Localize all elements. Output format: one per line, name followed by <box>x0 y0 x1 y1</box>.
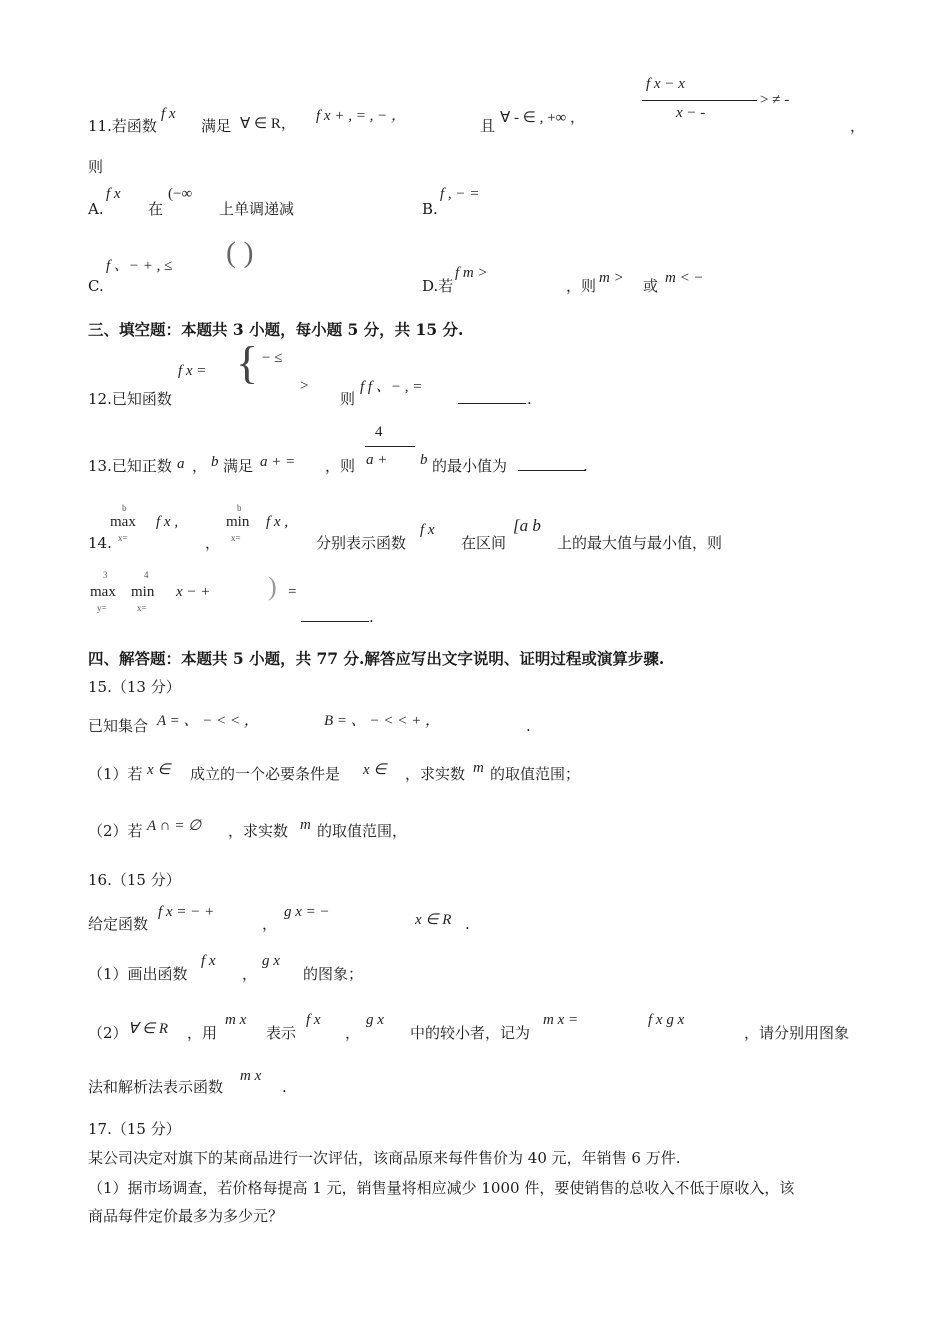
q16-p1-comma: ， <box>242 965 258 983</box>
q13-suffix: . <box>583 457 588 475</box>
q15-p2-m1: A ∩ = ∅ <box>147 818 202 834</box>
q17-line2: （1）据市场调查，若价格每提高 1 元，销售量将相应减少 1000 件，要使销售的总收入不低于原收入，该 <box>88 1179 795 1197</box>
q14-max-upper-3: 3 <box>103 570 108 580</box>
q11-comma: ， <box>850 117 866 135</box>
q13-math-eq: a + = <box>260 454 296 470</box>
q14-min-word: min <box>226 514 250 530</box>
q16-p2-line2: 法和解析法表示函数 <box>88 1078 224 1096</box>
q13-prefix: 13.已知正数 <box>88 457 172 475</box>
q11-option-d-math2: m > <box>599 270 624 286</box>
q14-max-fx: f x , <box>156 514 179 530</box>
q16-math-f: f x = − + <box>158 904 215 920</box>
q11-prefix: 11.若函数 <box>88 117 157 135</box>
q16-head: 16.（15 分） <box>88 871 181 889</box>
q13-fraction-bar <box>365 446 415 447</box>
q12-prefix: 12.已知函数 <box>88 390 172 408</box>
q11-option-c-math: f 、− + , ≤ <box>106 258 173 274</box>
q14-interval: [a b <box>513 516 541 535</box>
q11-math-eq: f x + , = , − ， <box>316 108 406 124</box>
q14-text3: 上的最大值与最小值，则 <box>557 534 723 552</box>
q16-p2-m5: f x g x <box>648 1012 685 1028</box>
q15-math-a: A = 、 − < < ， <box>157 713 259 729</box>
q11-option-c-paren: ( ) <box>226 236 254 269</box>
q12-case2: > <box>300 378 309 394</box>
q14-line2-paren: ) <box>268 572 277 601</box>
q15-math-b: B = 、 − < < + ， <box>324 713 441 729</box>
q16-p1-m2: g x <box>262 953 280 969</box>
q13-frac-den: a + <box>366 452 388 468</box>
q16-p2-comma: ， <box>345 1024 361 1042</box>
q15-p1-t3: 的取值范围； <box>490 765 581 783</box>
section-3-title: 三、填空题：本题共 3 小题，每小题 5 分，共 15 分. <box>88 320 464 339</box>
q11-frac-rest: > ≠ - <box>760 92 790 108</box>
q16-p2-t3: ，请分别用图象 <box>744 1024 850 1042</box>
q16-p2-m6: m x <box>240 1068 262 1084</box>
q14-min-lower-x: x= <box>137 603 147 613</box>
q14-min-upper-4: 4 <box>144 570 149 580</box>
q16-p2-m1: m x <box>225 1012 247 1028</box>
q16-p1-m1: f x <box>201 953 216 969</box>
q14-max-upper: b <box>122 503 127 513</box>
q12-math-ff: f f 、− , = <box>360 379 423 395</box>
q14-comma: ， <box>205 534 221 552</box>
q15-p1-t2: ，求实数 <box>405 765 466 783</box>
q16-p2-prefix: （2） <box>88 1024 128 1042</box>
q16-comma: ， <box>262 915 278 933</box>
q15-suffix: . <box>526 717 531 735</box>
q11-option-c-label: C. <box>88 277 104 295</box>
q16-p2-m2: f x <box>306 1012 321 1028</box>
q16-math-r: x ∈ R <box>415 912 452 928</box>
q11-math-forall: ∀ ∈ R， <box>240 116 296 132</box>
q12-answer-blank <box>458 389 526 409</box>
q14-fx2: f x <box>420 522 435 538</box>
q13-a: a <box>177 456 185 472</box>
q11-fraction-bar <box>642 100 757 101</box>
q13-b: b <box>211 454 219 470</box>
q17-line3: 商品每件定价最多为多少元？ <box>88 1207 284 1225</box>
q15-head: 15.（13 分） <box>88 678 181 696</box>
q11-option-a-in: 在 <box>148 200 164 218</box>
q13-frac-num: 4 <box>375 424 383 440</box>
q16-suffix: . <box>465 915 470 933</box>
q13-answer-blank <box>518 456 586 476</box>
q11-option-d-or: 或 <box>643 277 659 295</box>
q15-p2-t2: 的取值范围， <box>317 822 408 840</box>
q16-math-g: g x = − <box>284 904 330 920</box>
q11-option-b-label: B. <box>422 200 438 218</box>
q16-stem: 给定函数 <box>88 915 149 933</box>
q17-head: 17.（15 分） <box>88 1120 181 1138</box>
q15-stem: 已知集合 <box>88 717 149 735</box>
q13-text: 的最小值为 <box>432 457 508 475</box>
q16-p2-t2: 中的较小者，记为 <box>410 1024 531 1042</box>
q16-p2-t0: ，用 <box>187 1024 218 1042</box>
q14-min-upper: b <box>237 503 242 513</box>
q11-option-b-math: f , − = <box>440 186 480 202</box>
q14-max-lower: x= <box>118 533 128 543</box>
q15-p2-t1: ，求实数 <box>228 822 289 840</box>
q15-p2-prefix: （2）若 <box>88 822 143 840</box>
q14-line2-expr: x − + <box>176 584 211 600</box>
q16-p2-m3: g x <box>366 1012 384 1028</box>
q11-option-a-math1: f x <box>106 186 121 202</box>
q11-option-a-text: 上单调递减 <box>219 200 295 218</box>
q11-math-fx: f x <box>161 106 176 122</box>
q14-label: 14. <box>88 534 112 552</box>
q11-option-d-label: D.若 <box>422 277 454 295</box>
q14-min-fx: f x , <box>266 514 289 530</box>
q11-option-d-then: ，则 <box>566 277 597 295</box>
q11-option-a-label: A. <box>88 200 104 218</box>
q11-option-d-math3: m < − <box>665 270 704 286</box>
section-4-title: 四、解答题：本题共 5 小题，共 77 分.解答应写出文字说明、证明过程或演算步骤. <box>88 649 665 668</box>
q13-b2: b <box>420 452 428 468</box>
q11-then: 则 <box>88 158 104 176</box>
q12-brace: { <box>236 337 259 388</box>
q14-answer-blank <box>301 607 369 627</box>
q12-then: 则 <box>340 390 356 408</box>
q14-suffix: . <box>369 608 374 626</box>
q15-p2-m2: m <box>300 817 311 833</box>
q11-satisfy: 满足 <box>201 117 232 135</box>
q11-frac-num: f x − x <box>646 76 685 92</box>
q15-p1-m3: m <box>473 760 484 776</box>
q12-case1: − ≤ <box>262 350 283 366</box>
q15-p1-t1: 成立的一个必要条件是 <box>190 765 341 783</box>
q16-p2-m0: ∀ ∈ R <box>128 1021 168 1037</box>
q14-min-lower: x= <box>231 533 241 543</box>
q14-text1: 分别表示函数 <box>316 534 407 552</box>
q15-p1-m2: x ∈ <box>363 762 387 778</box>
q15-p1-prefix: （1）若 <box>88 765 143 783</box>
q12-math-f: f x = <box>178 363 207 379</box>
q11-frac-den: x − - <box>676 105 706 121</box>
q14-text2: 在区间 <box>461 534 507 552</box>
q15-p1-m1: x ∈ <box>147 762 171 778</box>
q16-p2-t1: 表示 <box>266 1024 297 1042</box>
q14-line2-max: max <box>90 584 116 600</box>
q11-math-cond: ∀ - ∈ , +∞ ， <box>500 110 585 126</box>
q14-line2-min: min <box>131 584 155 600</box>
q16-p1-prefix: （1）画出函数 <box>88 965 188 983</box>
q13-satisfy: 满足 <box>223 457 254 475</box>
q17-line1: 某公司决定对旗下的某商品进行一次评估，该商品原来每件售价为 40 元，年销售 6 万件. <box>88 1149 681 1167</box>
q12-suffix: . <box>527 390 532 408</box>
q16-p2-m4: m x = <box>543 1012 579 1028</box>
q11-option-d-math1: f m > <box>455 265 488 281</box>
q16-p1-t: 的图象； <box>303 965 364 983</box>
q16-p2-end: . <box>282 1078 287 1096</box>
q13-then: ，则 <box>325 457 356 475</box>
q14-max-word: max <box>110 514 136 530</box>
q11-and: 且 <box>480 117 496 135</box>
q13-comma: ， <box>192 457 208 475</box>
q14-max-lower-y: y= <box>97 603 107 613</box>
q11-option-a-math2: (−∞ <box>168 186 193 202</box>
q14-line2-eq: = <box>288 584 297 600</box>
